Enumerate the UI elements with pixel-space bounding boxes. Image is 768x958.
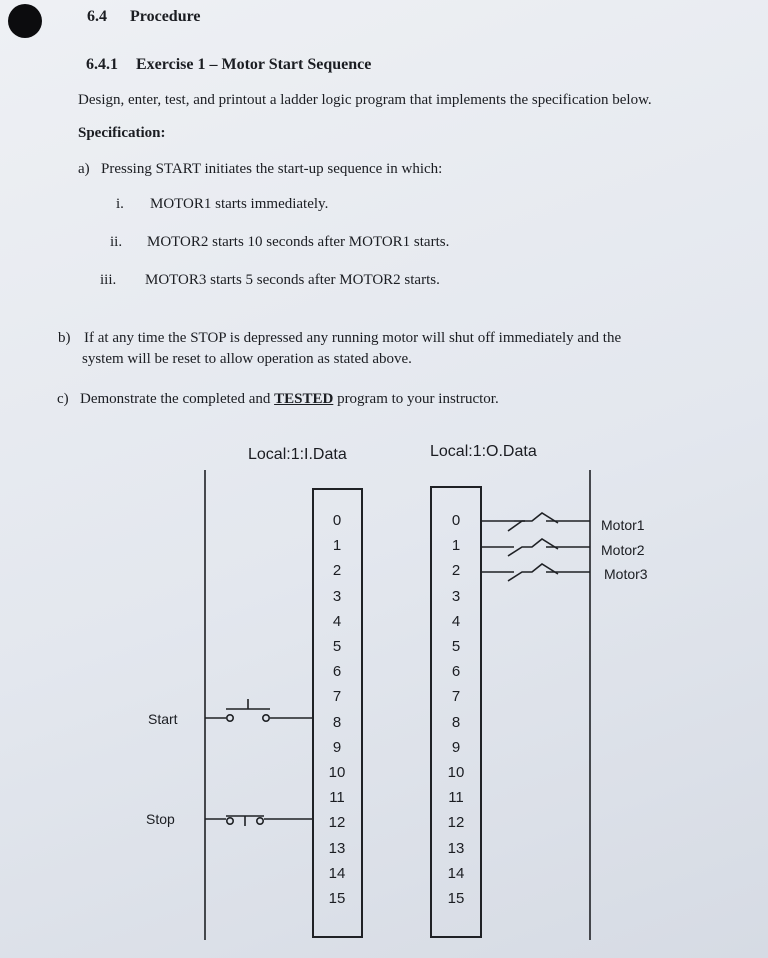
- section-number: 6.4: [87, 8, 107, 25]
- output-channel: 15: [447, 890, 465, 907]
- output-channel: 13: [447, 839, 465, 857]
- output-channel: 1: [451, 537, 461, 555]
- output-channel: 0: [451, 512, 461, 529]
- stop-input-label: Stop: [146, 811, 175, 827]
- item-a-text: Pressing START initiates the start-up sequence in which:: [101, 161, 443, 177]
- item-a-iii-marker: iii.: [100, 272, 117, 288]
- motor2-output-label: Motor2: [601, 542, 645, 558]
- output-channel: 5: [451, 638, 461, 655]
- input-channel: 9: [332, 738, 342, 756]
- item-a-i-text: MOTOR1 starts immediately.: [150, 196, 329, 212]
- input-channel: 0: [332, 512, 342, 529]
- section-title: Procedure: [130, 8, 201, 25]
- specification-label: Specification:: [78, 125, 166, 141]
- intro-text: Design, enter, test, and printout a ladder logic program that implements the specification below.: [78, 92, 652, 108]
- output-channel: 10: [447, 764, 465, 781]
- output-channel: 3: [451, 587, 461, 605]
- start-pushbutton-contact: [205, 699, 312, 721]
- output-channel: 8: [451, 713, 461, 731]
- item-c-after: program to your instructor.: [333, 391, 499, 407]
- input-channel: 6: [332, 663, 342, 681]
- exercise-title: Exercise 1 – Motor Start Sequence: [136, 56, 372, 73]
- input-channel: 12: [328, 814, 346, 832]
- output-channel: 7: [451, 688, 461, 706]
- input-channel: 2: [332, 562, 342, 580]
- input-channel: 1: [332, 537, 342, 555]
- item-b-marker: b): [58, 330, 71, 346]
- input-channel: 7: [332, 688, 342, 706]
- item-a-iii-text: MOTOR3 starts 5 seconds after MOTOR2 starts.: [145, 272, 440, 288]
- input-channel: 10: [328, 764, 346, 781]
- stop-pushbutton-contact: [205, 816, 312, 826]
- input-channel: 15: [328, 890, 346, 907]
- item-a-marker: a): [78, 161, 90, 177]
- output-channel: 11: [448, 789, 464, 807]
- item-c-emph: TESTED: [274, 391, 334, 407]
- motor1-output-label: Motor1: [601, 517, 645, 533]
- item-a-i-marker: i.: [116, 196, 124, 212]
- input-channel: 11: [329, 789, 345, 807]
- motor2-wiring: [482, 539, 590, 556]
- item-a-ii-marker: ii.: [110, 234, 123, 250]
- output-channel: 14: [447, 864, 465, 882]
- item-a-ii-text: MOTOR2 starts 10 seconds after MOTOR1 starts.: [147, 234, 450, 250]
- output-channel: 2: [451, 562, 461, 580]
- output-channel: 6: [451, 663, 461, 681]
- input-channel: 5: [332, 638, 342, 655]
- item-b-line1: If at any time the STOP is depressed any running motor will shut off immediately and the: [84, 330, 622, 346]
- output-channel: 9: [451, 738, 461, 756]
- item-c-before: Demonstrate the completed and: [80, 391, 275, 407]
- exercise-number: 6.4.1: [86, 56, 118, 73]
- item-b-line2: system will be reset to allow operation as stated above.: [82, 351, 412, 367]
- start-input-label: Start: [148, 711, 178, 727]
- input-channel: 14: [328, 864, 346, 882]
- input-module-label: Local:1:I.Data: [248, 446, 347, 463]
- input-channel: 13: [328, 839, 346, 857]
- output-module-label: Local:1:O.Data: [430, 443, 537, 460]
- input-channel: 4: [332, 612, 342, 630]
- output-channel: 12: [447, 814, 465, 832]
- item-c-marker: c): [57, 391, 69, 407]
- motor3-output-label: Motor3: [604, 566, 648, 582]
- input-channel: 3: [332, 587, 342, 605]
- output-channel: 4: [451, 612, 461, 630]
- input-channel: 8: [332, 713, 342, 731]
- motor1-wiring: [482, 513, 590, 531]
- motor3-wiring: [482, 564, 590, 581]
